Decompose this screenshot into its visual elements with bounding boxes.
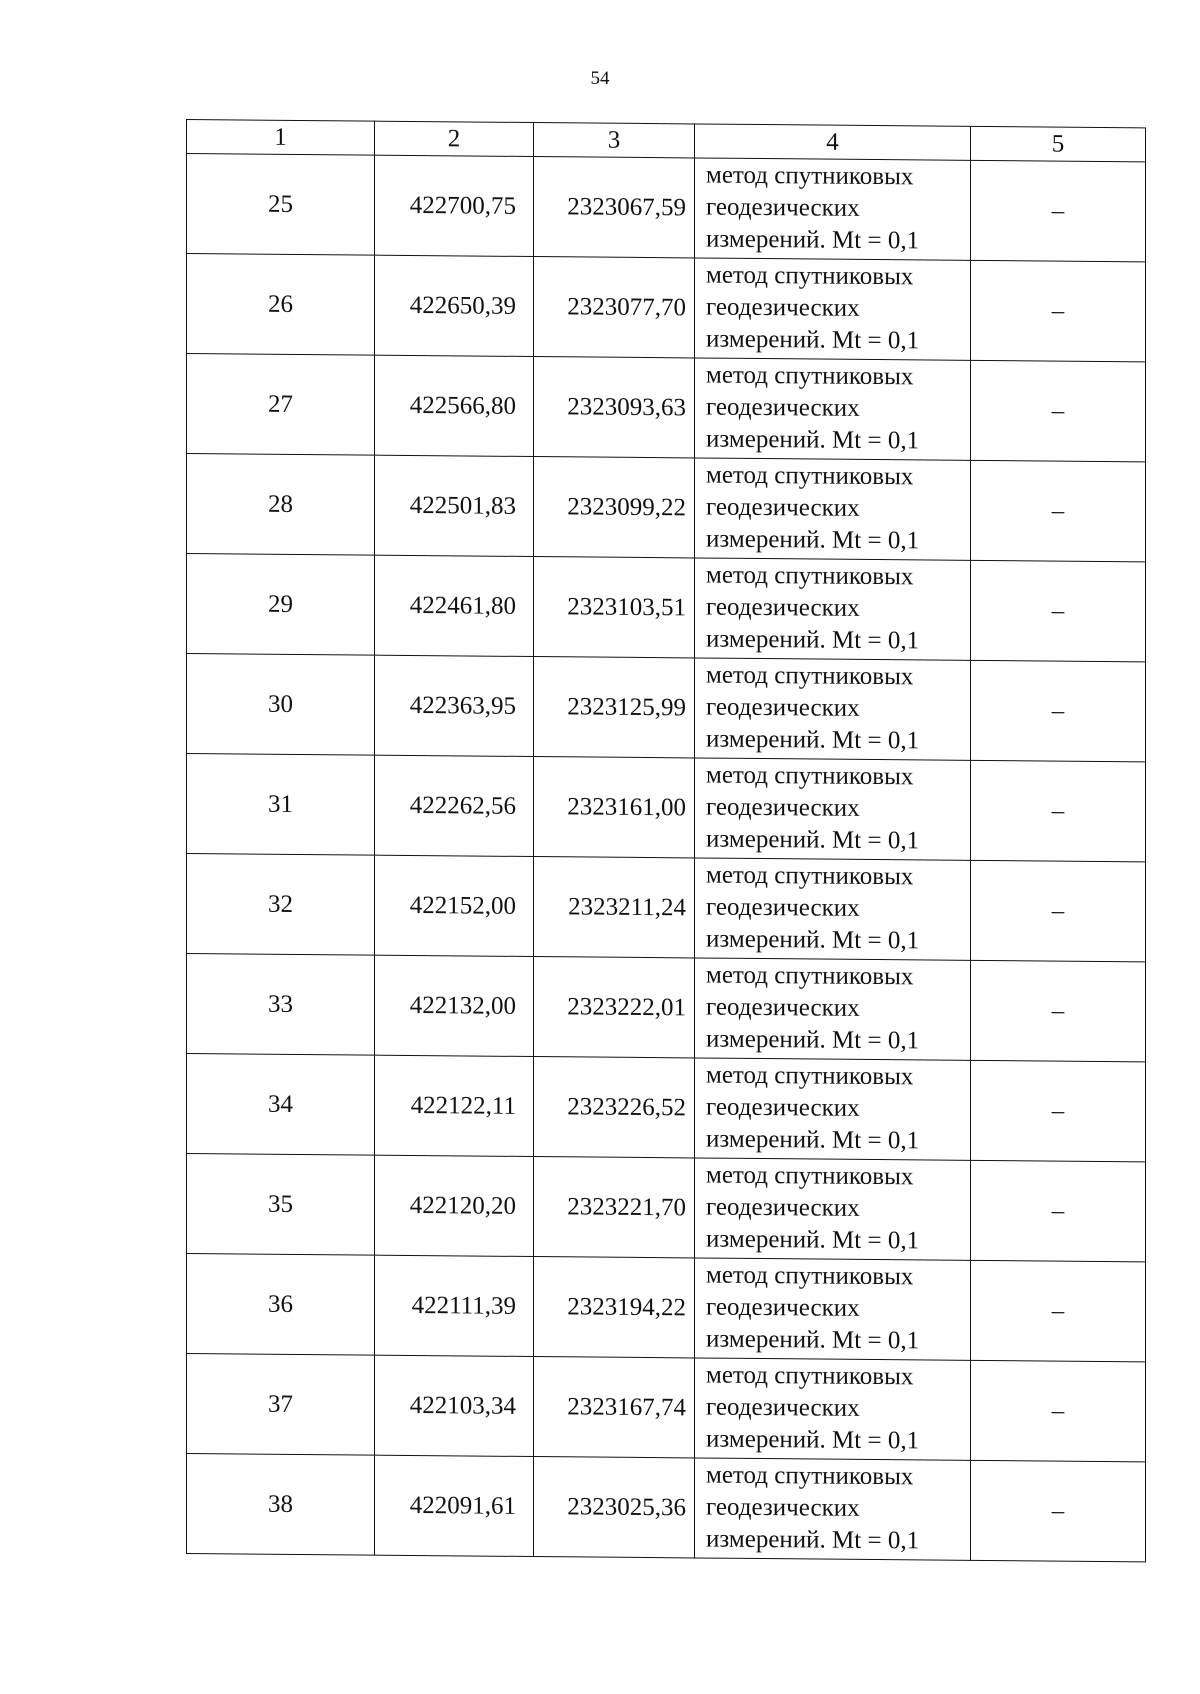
point-number-cell bbox=[187, 554, 375, 656]
method-line-3: измерений. Mt = 0,1 bbox=[706, 1425, 920, 1455]
y-coordinate-cell bbox=[534, 657, 695, 758]
note-dash: – bbox=[1051, 597, 1065, 625]
note-cell bbox=[971, 660, 1146, 762]
y-coordinate-cell bbox=[534, 357, 695, 458]
y-coordinate: 2323067,59 bbox=[567, 192, 686, 221]
x-coordinate: 422122,11 bbox=[410, 1091, 516, 1120]
method-line-2: геодезических bbox=[706, 693, 860, 722]
method-line-2: геодезических bbox=[706, 1293, 860, 1322]
note-dash: – bbox=[1051, 697, 1065, 725]
note-cell bbox=[971, 1260, 1146, 1362]
method-cell bbox=[695, 558, 971, 660]
y-coordinate-cell bbox=[534, 1457, 695, 1558]
method-line-3: измерений. Mt = 0,1 bbox=[706, 1125, 920, 1155]
y-coordinate: 2323099,22 bbox=[567, 492, 686, 521]
method-line-2: геодезических bbox=[706, 1393, 860, 1422]
x-coordinate-cell bbox=[375, 1255, 534, 1356]
y-coordinate: 2323194,22 bbox=[567, 1292, 686, 1321]
y-coordinate-cell bbox=[534, 557, 695, 658]
method-line-1: метод спутниковых bbox=[706, 561, 914, 591]
note-dash: – bbox=[1051, 297, 1065, 325]
y-coordinate-cell bbox=[534, 1057, 695, 1158]
x-coordinate: 422111,39 bbox=[411, 1291, 516, 1320]
note-cell bbox=[971, 460, 1146, 562]
method-cell bbox=[695, 658, 971, 760]
point-number-cell bbox=[187, 854, 375, 956]
point-number: 28 bbox=[268, 490, 293, 518]
note-dash: – bbox=[1051, 797, 1065, 825]
y-coordinate: 2323093,63 bbox=[567, 392, 686, 421]
method-cell bbox=[695, 358, 971, 460]
x-coordinate-cell bbox=[375, 255, 534, 356]
y-coordinate-cell bbox=[534, 1157, 695, 1258]
note-cell bbox=[971, 1060, 1146, 1162]
table-row bbox=[187, 554, 1146, 662]
y-coordinate-cell bbox=[534, 157, 695, 258]
table-row bbox=[187, 1054, 1146, 1162]
note-dash: – bbox=[1051, 1097, 1065, 1125]
point-number-cell bbox=[187, 354, 375, 456]
method-line-2: геодезических bbox=[706, 993, 860, 1022]
x-coordinate: 422461,80 bbox=[409, 591, 516, 620]
coordinates-table bbox=[186, 119, 1146, 1562]
y-coordinate: 2323222,01 bbox=[567, 992, 686, 1021]
x-coordinate: 422103,34 bbox=[409, 1391, 516, 1420]
note-cell bbox=[971, 860, 1146, 962]
x-coordinate: 422501,83 bbox=[409, 491, 516, 520]
method-line-2: геодезических bbox=[706, 393, 860, 422]
x-coordinate: 422262,56 bbox=[409, 791, 516, 820]
table-row bbox=[187, 1254, 1146, 1362]
x-coordinate: 422363,95 bbox=[409, 691, 516, 720]
method-line-1: метод спутниковых bbox=[706, 861, 914, 891]
x-coordinate-cell bbox=[375, 455, 534, 556]
y-coordinate: 2323125,99 bbox=[567, 692, 686, 721]
method-line-1: метод спутниковых bbox=[706, 1261, 914, 1291]
method-line-3: измерений. Mt = 0,1 bbox=[706, 525, 920, 555]
method-cell bbox=[695, 958, 971, 1060]
method-cell bbox=[695, 1058, 971, 1160]
point-number-cell bbox=[187, 154, 375, 256]
table-row bbox=[187, 654, 1146, 762]
y-coordinate-cell bbox=[534, 457, 695, 558]
method-line-1: метод спутниковых bbox=[706, 961, 914, 991]
note-dash: – bbox=[1051, 997, 1065, 1025]
y-coordinate: 2323211,24 bbox=[568, 892, 686, 921]
y-coordinate: 2323221,70 bbox=[567, 1192, 686, 1221]
note-dash: – bbox=[1051, 497, 1065, 525]
x-coordinate-cell bbox=[375, 1355, 534, 1456]
header-col-1: 1 bbox=[187, 120, 375, 156]
note-cell bbox=[971, 160, 1146, 262]
x-coordinate-cell bbox=[375, 955, 534, 1056]
method-line-3: измерений. Mt = 0,1 bbox=[706, 325, 920, 355]
header-col-4: 4 bbox=[695, 124, 971, 160]
y-coordinate-cell bbox=[534, 1257, 695, 1358]
table-row bbox=[187, 754, 1146, 862]
point-number: 35 bbox=[268, 1190, 293, 1218]
method-line-3: измерений. Mt = 0,1 bbox=[706, 725, 920, 755]
method-cell bbox=[695, 458, 971, 560]
method-line-3: измерений. Mt = 0,1 bbox=[706, 225, 920, 255]
x-coordinate: 422120,20 bbox=[409, 1191, 516, 1220]
y-coordinate: 2323226,52 bbox=[567, 1092, 686, 1121]
method-line-2: геодезических bbox=[706, 293, 860, 322]
point-number: 34 bbox=[268, 1090, 293, 1118]
y-coordinate: 2323077,70 bbox=[567, 292, 686, 321]
point-number-cell bbox=[187, 1354, 375, 1456]
method-line-1: метод спутниковых bbox=[706, 1361, 914, 1391]
note-cell bbox=[971, 260, 1146, 362]
header-col-5: 5 bbox=[971, 126, 1146, 162]
x-coordinate-cell bbox=[375, 355, 534, 456]
method-line-3: измерений. Mt = 0,1 bbox=[706, 625, 920, 655]
table-row bbox=[187, 1354, 1146, 1462]
table-row bbox=[187, 454, 1146, 562]
y-coordinate-cell bbox=[534, 1357, 695, 1458]
method-cell bbox=[695, 1458, 971, 1560]
y-coordinate: 2323161,00 bbox=[567, 792, 686, 821]
note-cell bbox=[971, 560, 1146, 662]
method-line-2: геодезических bbox=[706, 1493, 860, 1522]
x-coordinate-cell bbox=[375, 655, 534, 756]
method-cell bbox=[695, 758, 971, 860]
y-coordinate-cell bbox=[534, 857, 695, 958]
x-coordinate-cell bbox=[375, 1455, 534, 1556]
table-row bbox=[187, 1154, 1146, 1262]
method-line-2: геодезических bbox=[706, 593, 860, 622]
method-cell bbox=[695, 158, 971, 260]
x-coordinate: 422650,39 bbox=[409, 291, 516, 320]
note-cell bbox=[971, 760, 1146, 862]
method-line-1: метод спутниковых bbox=[706, 761, 914, 791]
point-number-cell bbox=[187, 254, 375, 356]
point-number: 27 bbox=[268, 390, 293, 418]
note-dash: – bbox=[1051, 897, 1065, 925]
point-number-cell bbox=[187, 754, 375, 856]
table-row bbox=[187, 954, 1146, 1062]
table-row bbox=[187, 154, 1146, 262]
x-coordinate: 422091,61 bbox=[409, 1491, 516, 1520]
y-coordinate-cell bbox=[534, 757, 695, 858]
point-number: 29 bbox=[268, 590, 293, 618]
method-line-3: измерений. Mt = 0,1 bbox=[706, 1525, 920, 1555]
method-line-1: метод спутниковых bbox=[706, 1161, 914, 1191]
point-number-cell bbox=[187, 1154, 375, 1256]
note-dash: – bbox=[1051, 1297, 1065, 1325]
point-number: 25 bbox=[268, 190, 293, 218]
method-cell bbox=[695, 1358, 971, 1460]
point-number: 32 bbox=[268, 890, 293, 918]
point-number: 31 bbox=[268, 790, 293, 818]
x-coordinate-cell bbox=[375, 155, 534, 256]
method-line-3: измерений. Mt = 0,1 bbox=[706, 925, 920, 955]
method-line-2: геодезических bbox=[706, 1093, 860, 1122]
table-body bbox=[187, 154, 1146, 1562]
method-cell bbox=[695, 1258, 971, 1360]
method-line-1: метод спутниковых bbox=[706, 461, 914, 491]
point-number: 36 bbox=[268, 1290, 293, 1318]
point-number: 38 bbox=[268, 1490, 293, 1518]
method-cell bbox=[695, 258, 971, 360]
method-cell bbox=[695, 858, 971, 960]
y-coordinate-cell bbox=[534, 957, 695, 1058]
note-dash: – bbox=[1051, 1497, 1065, 1525]
method-cell bbox=[695, 1158, 971, 1260]
method-line-3: измерений. Mt = 0,1 bbox=[706, 825, 920, 855]
point-number-cell bbox=[187, 454, 375, 556]
method-line-3: измерений. Mt = 0,1 bbox=[706, 425, 920, 455]
method-line-2: геодезических bbox=[706, 1193, 860, 1222]
method-line-3: измерений. Mt = 0,1 bbox=[706, 1025, 920, 1055]
point-number-cell bbox=[187, 654, 375, 756]
method-line-1: метод спутниковых bbox=[706, 261, 914, 291]
note-cell bbox=[971, 1460, 1146, 1562]
method-line-3: измерений. Mt = 0,1 bbox=[706, 1225, 920, 1255]
page-number: 54 bbox=[590, 68, 610, 89]
method-line-3: измерений. Mt = 0,1 bbox=[706, 1325, 920, 1355]
header-col-3: 3 bbox=[534, 123, 695, 158]
table-row bbox=[187, 854, 1146, 962]
note-dash: – bbox=[1051, 397, 1065, 425]
method-line-2: геодезических bbox=[706, 493, 860, 522]
x-coordinate-cell bbox=[375, 1055, 534, 1156]
note-cell bbox=[971, 360, 1146, 462]
point-number: 26 bbox=[268, 290, 293, 318]
header-col-2: 2 bbox=[375, 121, 534, 156]
method-line-2: геодезических bbox=[706, 793, 860, 822]
note-cell bbox=[971, 1160, 1146, 1262]
point-number-cell bbox=[187, 1054, 375, 1156]
point-number: 37 bbox=[268, 1390, 293, 1418]
note-dash: – bbox=[1051, 1397, 1065, 1425]
note-dash: – bbox=[1051, 197, 1065, 225]
table-row bbox=[187, 254, 1146, 362]
point-number: 30 bbox=[268, 690, 293, 718]
method-line-2: геодезических bbox=[706, 893, 860, 922]
method-line-1: метод спутниковых bbox=[706, 661, 914, 691]
x-coordinate: 422152,00 bbox=[409, 891, 516, 920]
y-coordinate: 2323025,36 bbox=[567, 1492, 686, 1521]
table-row bbox=[187, 354, 1146, 462]
x-coordinate: 422132,00 bbox=[409, 991, 516, 1020]
method-line-2: геодезических bbox=[706, 193, 860, 222]
method-line-1: метод спутниковых bbox=[706, 361, 914, 391]
x-coordinate-cell bbox=[375, 755, 534, 856]
table-row bbox=[187, 1454, 1146, 1562]
point-number-cell bbox=[187, 1254, 375, 1356]
x-coordinate: 422566,80 bbox=[409, 391, 516, 420]
x-coordinate-cell bbox=[375, 555, 534, 656]
method-line-1: метод спутниковых bbox=[706, 1461, 914, 1491]
note-cell bbox=[971, 960, 1146, 1062]
point-number: 33 bbox=[268, 990, 293, 1018]
note-cell bbox=[971, 1360, 1146, 1462]
y-coordinate: 2323167,74 bbox=[567, 1392, 686, 1421]
note-dash: – bbox=[1051, 1197, 1065, 1225]
point-number-cell bbox=[187, 1454, 375, 1556]
method-line-1: метод спутниковых bbox=[706, 161, 914, 191]
point-number-cell bbox=[187, 954, 375, 1056]
x-coordinate-cell bbox=[375, 1155, 534, 1256]
y-coordinate-cell bbox=[534, 257, 695, 358]
x-coordinate: 422700,75 bbox=[409, 191, 516, 220]
method-line-1: метод спутниковых bbox=[706, 1061, 914, 1091]
y-coordinate: 2323103,51 bbox=[567, 592, 686, 621]
x-coordinate-cell bbox=[375, 855, 534, 956]
